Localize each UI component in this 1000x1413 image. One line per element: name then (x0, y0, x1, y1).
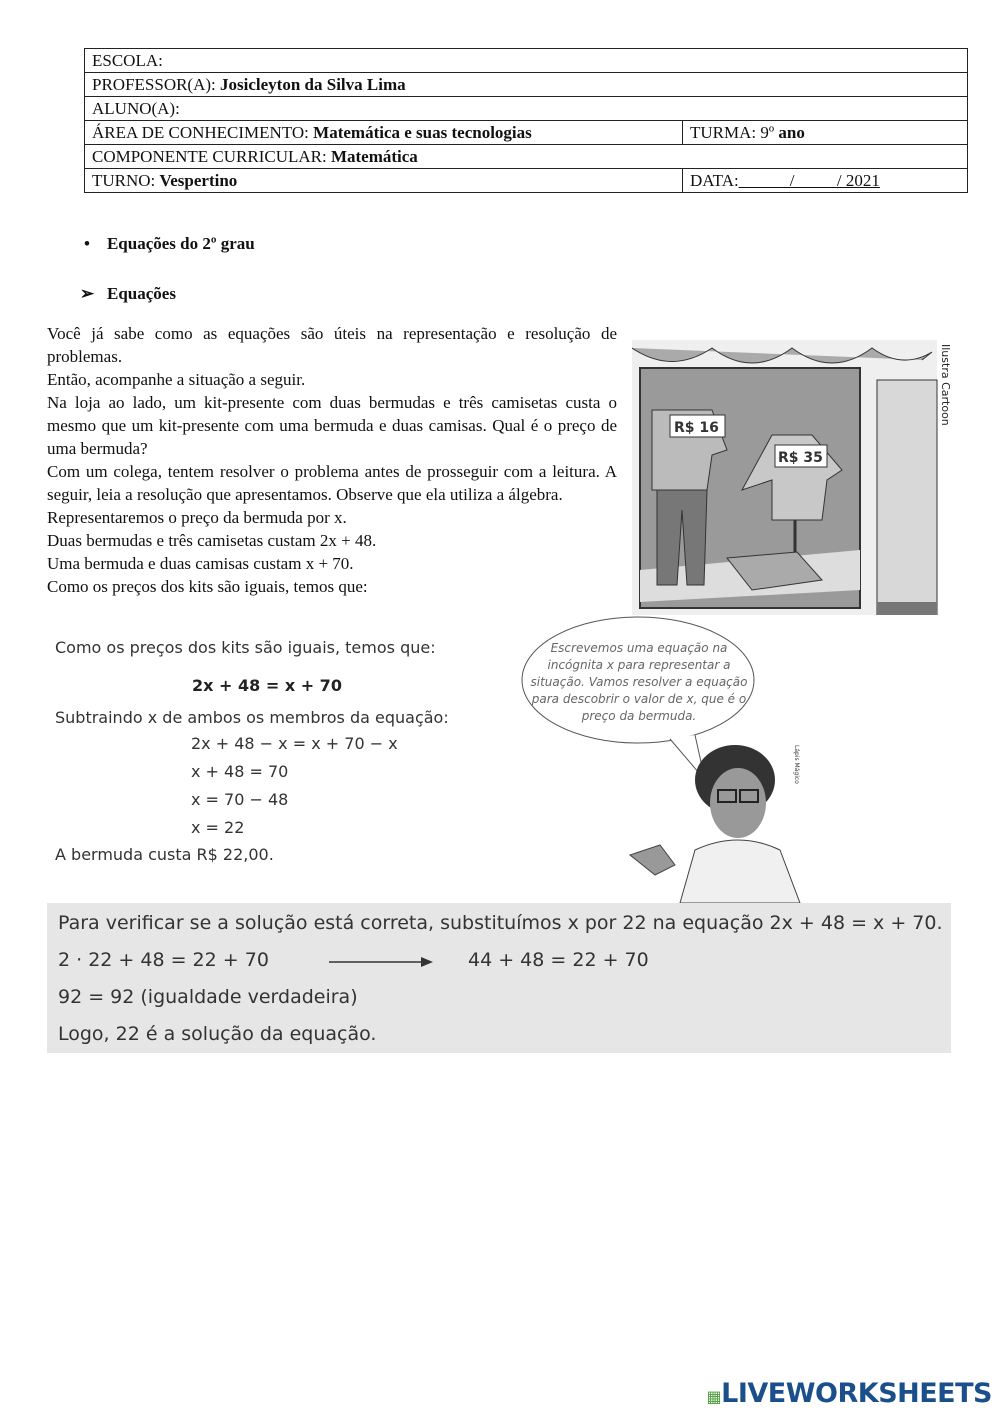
verify-line-2b: 44 + 48 = 22 + 70 (468, 949, 649, 971)
verify-line-3: 92 = 92 (igualdade verdadeira) (58, 986, 358, 1008)
escola-label: ESCOLA: (92, 51, 163, 70)
componente-cell (85, 145, 968, 169)
logo-text: LIVEWORKSHEETS (721, 1378, 992, 1409)
area-cell (85, 121, 683, 145)
para-line: Você já sabe como as equações são úteis na representação e resolução de problemas. (47, 324, 617, 366)
data-value: ______/_____/ 2021 (738, 171, 880, 190)
equation-step: x + 48 = 70 (191, 762, 289, 781)
para-line: Como os preços dos kits são iguais, temos que: (47, 577, 368, 596)
escola-cell (85, 49, 968, 73)
turno-value: Vespertino (159, 171, 238, 190)
professor-label: PROFESSOR(A): (92, 75, 221, 94)
equation-step: 2x + 48 − x = x + 70 − x (191, 734, 398, 753)
componente-value: Matemática (330, 147, 418, 166)
solution-intro: Como os preços dos kits são iguais, temos que: (55, 638, 436, 657)
speech-bubble-text: Escrevemos uma equação na incógnita x para representar a situação. Vamos resolver a equação para descobrir o valor de x, que é o preço da bermuda. (530, 641, 748, 723)
professor-cell (85, 73, 968, 97)
para-line: Duas bermudas e três camisetas custam 2x + 48. (47, 531, 377, 550)
equation-step: x = 22 (191, 818, 245, 837)
aluno-label: ALUNO(A): (92, 99, 180, 118)
turma-cell (683, 121, 968, 145)
componente-label: COMPONENTE CURRICULAR: (92, 147, 331, 166)
turma-value: ano (778, 123, 805, 142)
verification-box (47, 903, 951, 1053)
turno-label: TURNO: (92, 171, 160, 190)
arrow-right-icon (329, 955, 434, 969)
liveworksheets-logo (707, 1378, 992, 1409)
intro-paragraph (47, 322, 617, 598)
subtopic-bullet (80, 284, 176, 304)
turma-label: TURMA: 9º (690, 123, 779, 142)
price-tag-16: R$ 16 (674, 420, 719, 436)
store-illustration (632, 340, 957, 615)
para-line: Na loja ao lado, um kit-presente com duas bermudas e três camisetas custa o mesmo que um kit-presente com uma bermuda e duas camisas. Qual é o preço de uma bermuda? (47, 393, 617, 458)
price-tag-35: R$ 35 (778, 450, 823, 466)
teacher-credit: Lápis Mágico (793, 745, 800, 784)
header-table (84, 48, 968, 193)
bullet-icon: • (84, 234, 107, 253)
equation-step: x = 70 − 48 (191, 790, 289, 809)
solution-conclusion: A bermuda custa R$ 22,00. (55, 845, 274, 864)
topic-bullet (84, 234, 255, 254)
data-label: DATA: (690, 171, 739, 190)
area-label: ÁREA DE CONHECIMENTO: (92, 123, 314, 142)
para-line: Uma bermuda e duas camisas custam x + 70. (47, 554, 354, 573)
professor-value: Josicleyton da Silva Lima (220, 75, 406, 94)
subtract-text: Subtraindo x de ambos os membros da equação: (55, 708, 449, 727)
para-line: Então, acompanhe a situação a seguir. (47, 370, 306, 389)
verify-line-1: Para verificar se a solução está correta, substituímos x por 22 na equação 2x + 48 = x + 70. (58, 912, 943, 934)
topic-text: Equações do 2º grau (106, 234, 255, 253)
verify-line-4: Logo, 22 é a solução da equação. (58, 1023, 377, 1045)
para-line: Com um colega, tentem resolver o problema antes de prosseguir com a leitura. A seguir, leia a resolução que apresentamos. Observe que ela utiliza a álgebra. (47, 462, 617, 504)
illustration-credit: Ilustra Cartoon (939, 344, 952, 426)
aluno-cell (85, 97, 968, 121)
arrow-bullet-icon: ➢ (80, 284, 107, 303)
turno-cell (85, 169, 683, 193)
verify-line-2a: 2 · 22 + 48 = 22 + 70 (58, 949, 269, 971)
subtopic-text: Equações (107, 284, 176, 303)
teacher-illustration (620, 745, 820, 903)
logo-icon: ▦ (706, 1387, 722, 1406)
para-line: Representaremos o preço da bermuda por x. (47, 508, 347, 527)
area-value: Matemática e suas tecnologias (313, 123, 532, 142)
data-cell (683, 169, 968, 193)
main-equation: 2x + 48 = x + 70 (192, 676, 342, 695)
